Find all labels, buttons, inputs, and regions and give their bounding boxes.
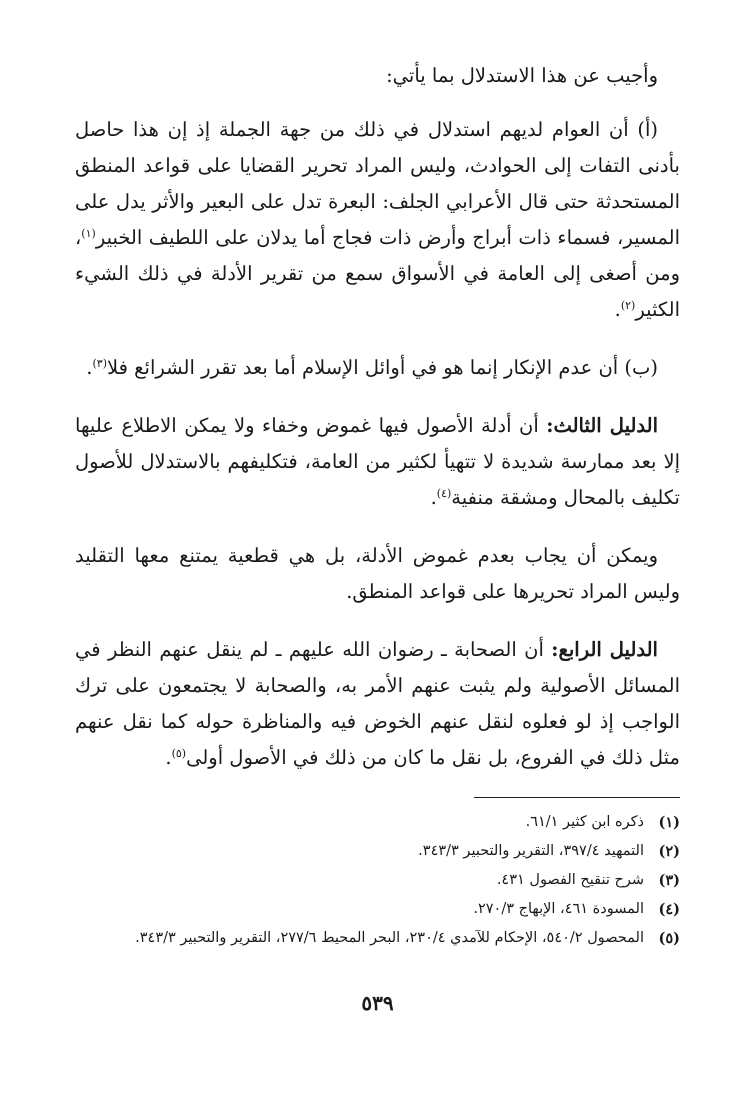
footnote-text: المسودة ٤٦١، الإبهاج ٢٧٠/٣. bbox=[473, 901, 644, 917]
footnote-item bbox=[75, 895, 680, 924]
footnote-ref-3[interactable]: (٣) bbox=[92, 357, 107, 370]
third-proof-heading: الدليل الثالث: bbox=[546, 414, 658, 437]
rebuttal-paragraph: ويمكن أن يجاب بعدم غموض الأدلة، بل هي قطعية يمتنع معها التقليد وليس المراد تحريرها على قواعد المنطق. bbox=[75, 544, 680, 603]
footnote-item bbox=[75, 924, 680, 953]
answer-b-text-1: (ب) أن عدم الإنكار إنما هو في أوائل الإسلام أما بعد تقرر الشرائع فلا bbox=[107, 356, 658, 379]
footnote-item bbox=[75, 808, 680, 837]
fourth-proof-text-2: . bbox=[165, 746, 172, 769]
footnote-ref-1[interactable]: (١) bbox=[81, 227, 96, 240]
footnote-item bbox=[75, 837, 680, 866]
footnote-text: شرح تنقيح الفصول ٤٣١. bbox=[496, 872, 644, 888]
footnote-ref-2[interactable]: (٢) bbox=[620, 299, 636, 312]
footnote-number: (١) bbox=[658, 814, 680, 831]
footnote-text: ذكره ابن كثير ٦١/١. bbox=[525, 814, 644, 830]
main-text bbox=[75, 58, 680, 798]
footnote-text: التمهيد ٣٩٧/٤، التقرير والتحبير ٣٤٣/٣. bbox=[418, 843, 644, 859]
fourth-proof-heading: الدليل الرابع: bbox=[551, 638, 658, 661]
footnote-ref-5[interactable]: (٥) bbox=[171, 747, 187, 760]
footnote-number: (٤) bbox=[658, 901, 680, 918]
footnote-ref-4[interactable]: (٤) bbox=[436, 487, 452, 500]
answer-b-paragraph bbox=[75, 350, 680, 386]
answer-a-text-3: . bbox=[614, 298, 621, 321]
page-number: ٥٣٩ bbox=[361, 991, 394, 1015]
footnotes-list bbox=[75, 808, 680, 953]
third-proof-text-1: أن أدلة الأصول فيها غموض وخفاء ولا يمكن الاطلاع عليها إلا بعد ممارسة شديدة لا تتهيأ لكثير من العامة، فتكليفهم بالاستدلال للأصول تكليف بالمحال ومشقة منفية bbox=[75, 414, 680, 509]
answer-a-text-1: (أ) أن العوام لديهم استدلال في ذلك من جهة الجملة إذ إن هذا حاصل بأدنى التفات إلى الحوادث، وليس المراد تحرير القضايا على قواعد المنطق المستحدثة حتى قال الأعرابي الجلف: البعرة تدل على البعير والأثر يدل على المسير، فسماء ذات أبراج وأرض ذات فجاج أما يدلان على اللطيف الخبير bbox=[75, 118, 680, 249]
footnote-number: (٢) bbox=[658, 843, 680, 860]
footnote-divider bbox=[474, 797, 680, 798]
footnote-number: (٥) bbox=[658, 930, 680, 947]
intro-paragraph: وأجيب عن هذا الاستدلال بما يأتي: bbox=[386, 64, 658, 87]
answer-a-paragraph bbox=[75, 112, 680, 328]
answer-a-text-2: ، ومن أصغى إلى العامة في الأسواق سمع من تقرير الأدلة في ذلك الشيء الكثير bbox=[75, 226, 680, 321]
fourth-proof-paragraph bbox=[75, 632, 680, 776]
footnote-text: المحصول ٥٤٠/٢، الإحكام للآمدي ٢٣٠/٤، البحر المحيط ٢٧٧/٦، التقرير والتحبير ٣٤٣/٣. bbox=[135, 930, 644, 946]
answer-b-text-2: . bbox=[86, 356, 93, 379]
third-proof-paragraph bbox=[75, 408, 680, 516]
footnote-number: (٣) bbox=[658, 872, 680, 889]
fourth-proof-text-1: أن الصحابة ـ رضوان الله عليهم ـ لم ينقل عنهم النظر في المسائل الأصولية ولم يثبت عنهم الأمر به، والصحابة لا يجتمعون على ترك الواجب إذ لو فعلوه لنقل عنهم الخوض فيه والمناظرة حوله كما نقل عنهم مثل ذلك في الفروع، بل نقل ما كان من ذلك في الأصول أولى bbox=[75, 638, 680, 769]
third-proof-text-2: . bbox=[430, 486, 437, 509]
footnote-item bbox=[75, 866, 680, 895]
